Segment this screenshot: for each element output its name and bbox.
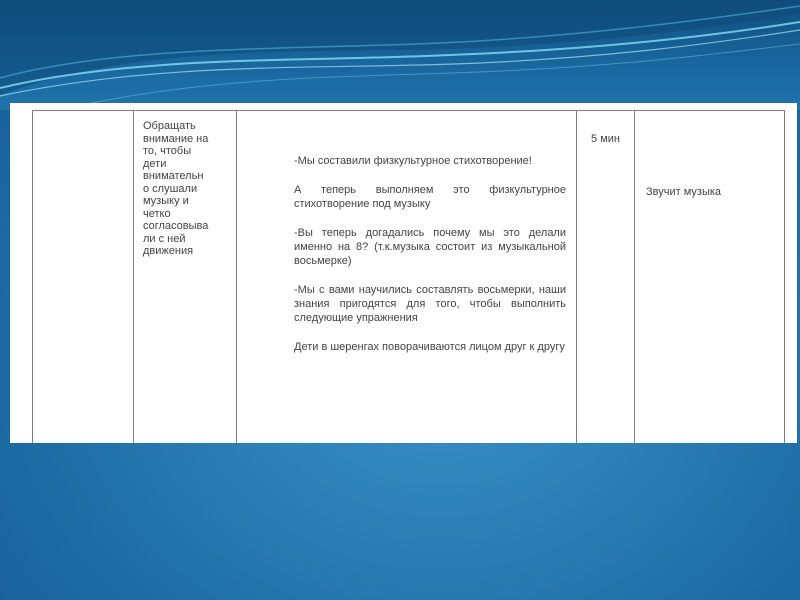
goal-line: ли с ней [143,232,186,245]
activity-paragraph: -Мы составили физкультурное стихотворение! [294,155,532,167]
goal-line: дети [143,157,167,170]
goal-line: согласовыва [143,220,209,232]
goal-line: внимательн [143,170,204,182]
goal-line: о слушали [143,182,198,195]
note-cell [635,111,785,444]
activity-paragraph: -Мы с вами научились составлять восьмерки, наши знания пригодятся для того, чтобы выполнить следующие упражнения [294,284,566,324]
activity-paragraph: -Вы теперь догадались почему мы это делали именно на 8? (т.к.музыка состоит из музыкальной восьмерке) [294,227,566,267]
note-text: Звучит музыка [646,186,722,198]
decorative-waves [0,0,800,110]
goal-line: четко [143,207,171,220]
goal-line: музыку и [143,195,189,207]
goal-cell [134,111,237,444]
goal-line: Обращать [143,120,196,132]
document-page [10,103,797,443]
goal-line: внимание на [143,132,209,145]
time-cell [577,111,635,444]
empty-cell [33,111,134,444]
table-row [33,111,785,444]
lesson-plan-table [32,110,785,443]
activity-paragraph: Дети в шеренгах поворачиваются лицом друг к другу [294,341,565,353]
goal-line: то, чтобы [143,145,192,157]
activity-paragraph: А теперь выполняем это физкультурное стихотворение под музыку [294,184,566,210]
goal-line: движения [143,245,194,257]
activity-cell [237,111,577,444]
duration-text: 5 мин [591,133,620,145]
